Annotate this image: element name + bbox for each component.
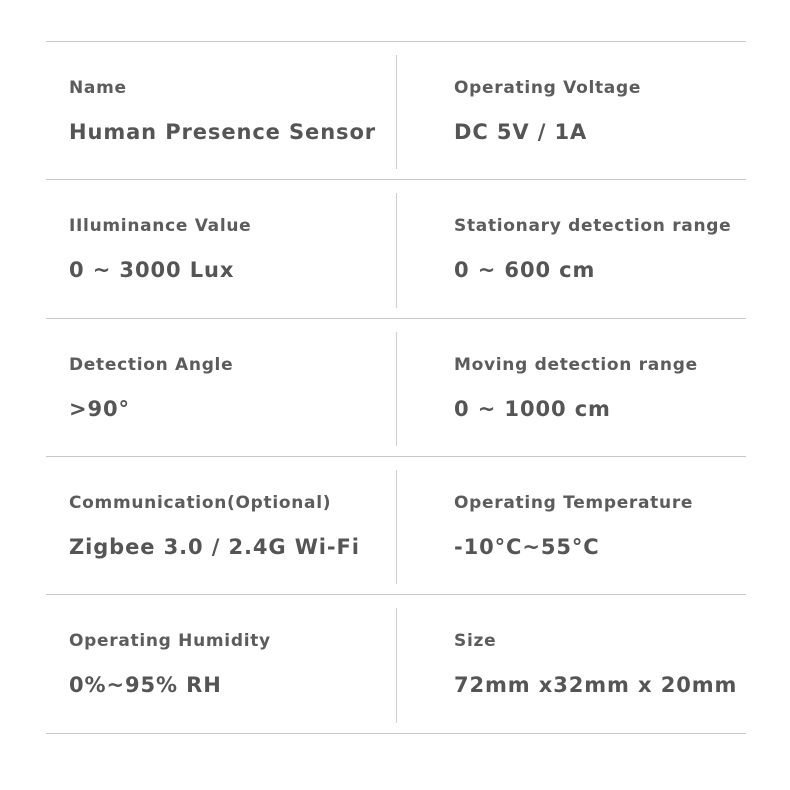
spec-cell-size bbox=[454, 595, 744, 733]
spec-value: DC 5V / 1A bbox=[454, 120, 588, 144]
spec-value: Human Presence Sensor bbox=[69, 120, 377, 144]
spec-label: Communication(Optional) bbox=[69, 493, 332, 513]
column-divider bbox=[396, 332, 397, 446]
column-divider bbox=[396, 608, 397, 723]
spec-row-humidity bbox=[46, 595, 746, 733]
spec-value: >90° bbox=[69, 397, 130, 421]
spec-label: Detection Angle bbox=[69, 355, 234, 375]
spec-label: Stationary detection range bbox=[454, 216, 732, 236]
spec-cell-name bbox=[69, 42, 389, 179]
spec-row-detection-angle bbox=[46, 319, 746, 456]
spec-cell-operating-temperature bbox=[454, 457, 744, 594]
spec-value: 72mm x32mm x 20mm bbox=[454, 673, 738, 697]
spec-cell-operating-voltage bbox=[454, 42, 744, 179]
spec-value: 0 ~ 3000 Lux bbox=[69, 258, 235, 282]
spec-value: -10°C~55°C bbox=[454, 535, 600, 559]
spec-value: Zigbee 3.0 / 2.4G Wi-Fi bbox=[69, 535, 360, 559]
spec-value: 0%~95% RH bbox=[69, 673, 222, 697]
spec-value: 0 ~ 1000 cm bbox=[454, 397, 611, 421]
spec-row-name bbox=[46, 42, 746, 179]
spec-label: Operating Humidity bbox=[69, 631, 271, 651]
spec-label: IIluminance Value bbox=[69, 216, 252, 236]
spec-cell-illuminance bbox=[69, 180, 389, 318]
spec-cell-moving-range bbox=[454, 319, 744, 456]
spec-label: Size bbox=[454, 631, 497, 651]
spec-label: Operating Voltage bbox=[454, 78, 642, 98]
spec-label: Operating Temperature bbox=[454, 493, 694, 513]
spec-cell-detection-angle bbox=[69, 319, 389, 456]
spec-row-communication bbox=[46, 457, 746, 594]
spec-value: 0 ~ 600 cm bbox=[454, 258, 596, 282]
spec-label: Name bbox=[69, 78, 127, 98]
spec-cell-stationary-range bbox=[454, 180, 744, 318]
spec-table bbox=[46, 41, 746, 734]
spec-cell-communication bbox=[69, 457, 389, 594]
spec-row-illuminance bbox=[46, 180, 746, 318]
column-divider bbox=[396, 55, 397, 169]
column-divider bbox=[396, 470, 397, 584]
spec-label: Moving detection range bbox=[454, 355, 698, 375]
column-divider bbox=[396, 193, 397, 308]
table-bottom-rule bbox=[46, 733, 746, 734]
spec-cell-operating-humidity bbox=[69, 595, 389, 733]
